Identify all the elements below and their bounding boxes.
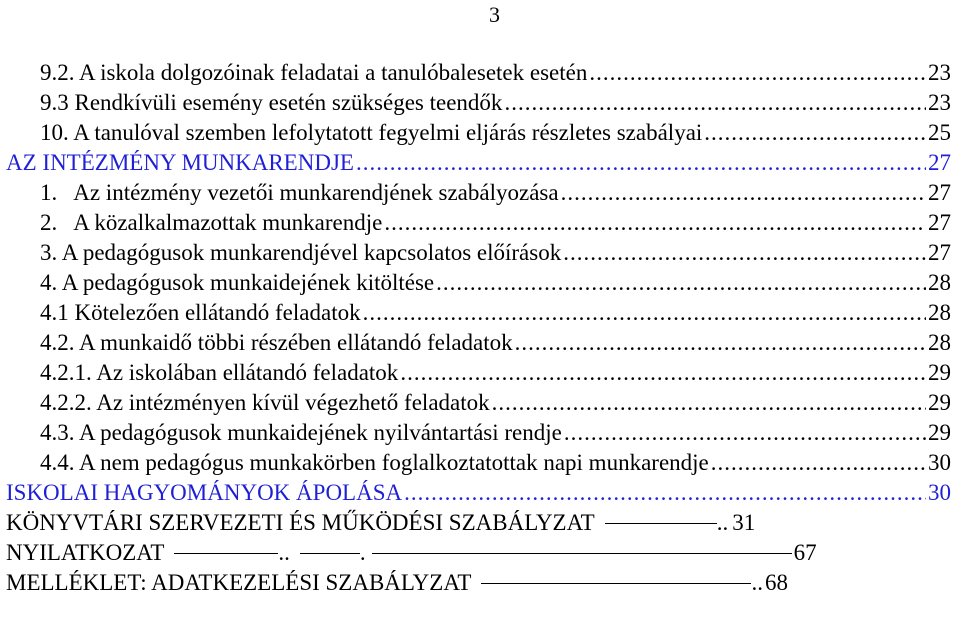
toc-entry-title: 4.2.2. Az intézményen kívül végezhető feladatok [40,390,490,415]
toc-entry-page: 31 [732,510,756,535]
toc-entry-page: 25 [928,120,951,145]
dot-leader [363,298,926,328]
manual-leader-line [481,583,751,584]
toc-entry-page: 23 [928,90,951,115]
toc-entry-title: 4.4. A nem pedagógus munkakörben foglalkoztatottak napi munkarendje [40,450,709,475]
manual-leader-line [174,553,278,554]
toc-entry-title: 4.1 Kötelezően ellátandó feladatok [40,300,361,325]
toc-entry-title: 10. A tanulóval szemben lefolytatott fegyelmi eljárás részletes szabályai [40,120,703,145]
dot-leader [436,268,926,298]
toc-entry-title: AZ INTÉZMÉNY MUNKARENDJE [6,150,354,175]
toc-entry-title: 9.3 Rendkívüli esemény esetén szükséges teendők [40,90,503,115]
dot-leader [589,58,926,88]
toc-entry-page: 28 [928,300,951,325]
toc-entry-page: 28 [928,270,951,295]
dot-leader [504,88,926,118]
toc-entry-page: 27 [928,240,951,265]
toc-entry-4[interactable] [40,268,951,298]
toc-entry-title: ISKOLAI HAGYOMÁNYOK ÁPOLÁSA [6,480,403,505]
toc-entry-title: 2. A közalkalmazottak munkarendje [40,210,383,235]
toc-entry-page: 27 [928,210,951,235]
toc-entry-page: 30 [928,450,951,475]
toc-entry-4-1[interactable] [40,298,951,328]
dot-leader [515,328,926,358]
toc-entry-nyilatkozat[interactable] [6,538,951,568]
manual-leader-line [372,553,792,554]
manual-leader-dots: .. [751,570,763,595]
toc-entry-title: 4.2. A munkaidő többi részében ellátandó feladatok [40,330,513,355]
toc-entry-page: 30 [928,480,951,505]
page-number: 3 [489,2,500,27]
toc-entry-page: 29 [928,390,951,415]
toc-entry-title: 4.2.1. Az iskolában ellátandó feladatok [40,360,399,385]
dot-leader [384,208,926,238]
toc-entry-4-2[interactable] [40,328,951,358]
toc-entry-title: KÖNYVTÁRI SZERVEZETI ÉS MŰKÖDÉSI SZABÁLYZAT [6,510,595,535]
toc-entry-4-3[interactable] [40,418,951,448]
toc-entry-title: MELLÉKLET: ADATKEZELÉSI SZABÁLYZAT [6,570,472,595]
toc-entry-page: 27 [928,150,951,175]
dot-leader [704,118,926,148]
toc-entry-title: 9.2. A iskola dolgozóinak feladatai a tanulóbalesetek esetén [40,60,588,85]
manual-leader-line [605,523,717,524]
toc-entry-page: 29 [928,420,951,445]
toc-entry-melleklet[interactable] [6,568,951,598]
toc-entry-4-4[interactable] [40,448,951,478]
toc-entry-title: NYILATKOZAT [6,540,165,565]
dot-leader [492,388,926,418]
toc-entry-4-2-2[interactable] [40,388,951,418]
toc-entry-4-2-1[interactable] [40,358,951,388]
toc-entry-konyvtari-szmsz[interactable] [6,508,951,538]
toc-entry-title: 4.3. A pedagógusok munkaidejének nyilvántartási rendje [40,420,562,445]
toc-entry-intezmeny-munkarendje[interactable] [6,148,951,178]
toc-entry-page: 67 [793,540,817,565]
toc-entry-page: 68 [764,570,788,595]
manual-leader-line [300,553,360,554]
toc-entry-2[interactable] [40,208,951,238]
toc-entry-9-2[interactable] [40,58,951,88]
manual-leader-dots: .. [716,510,729,535]
dot-leader [356,148,926,178]
dot-leader [711,448,926,478]
toc-entry-page: 28 [928,330,951,355]
toc-entry-10[interactable] [40,118,951,148]
toc-entry-page: 27 [928,180,951,205]
manual-leader-dots: .. [278,540,290,565]
toc-entry-9-3[interactable] [40,88,951,118]
toc-entry-page: 29 [928,360,951,385]
toc-entry-title: 1. Az intézmény vezetői munkarendjének szabályozása [40,180,559,205]
dot-leader [404,478,926,508]
manual-leader-dot: . [359,540,366,565]
toc-entry-1[interactable] [40,178,951,208]
dot-leader [563,238,926,268]
dot-leader [561,178,926,208]
toc-entry-title: 4. A pedagógusok munkaidejének kitöltése [40,270,435,295]
toc-entry-title: 3. A pedagógusok munkarendjével kapcsolatos előírások [40,240,562,265]
toc-entry-iskolai-hagyomanyok[interactable] [6,478,951,508]
dot-leader [564,418,926,448]
toc-entry-page: 23 [928,60,951,85]
toc-entry-3[interactable] [40,238,951,268]
dot-leader [400,358,926,388]
